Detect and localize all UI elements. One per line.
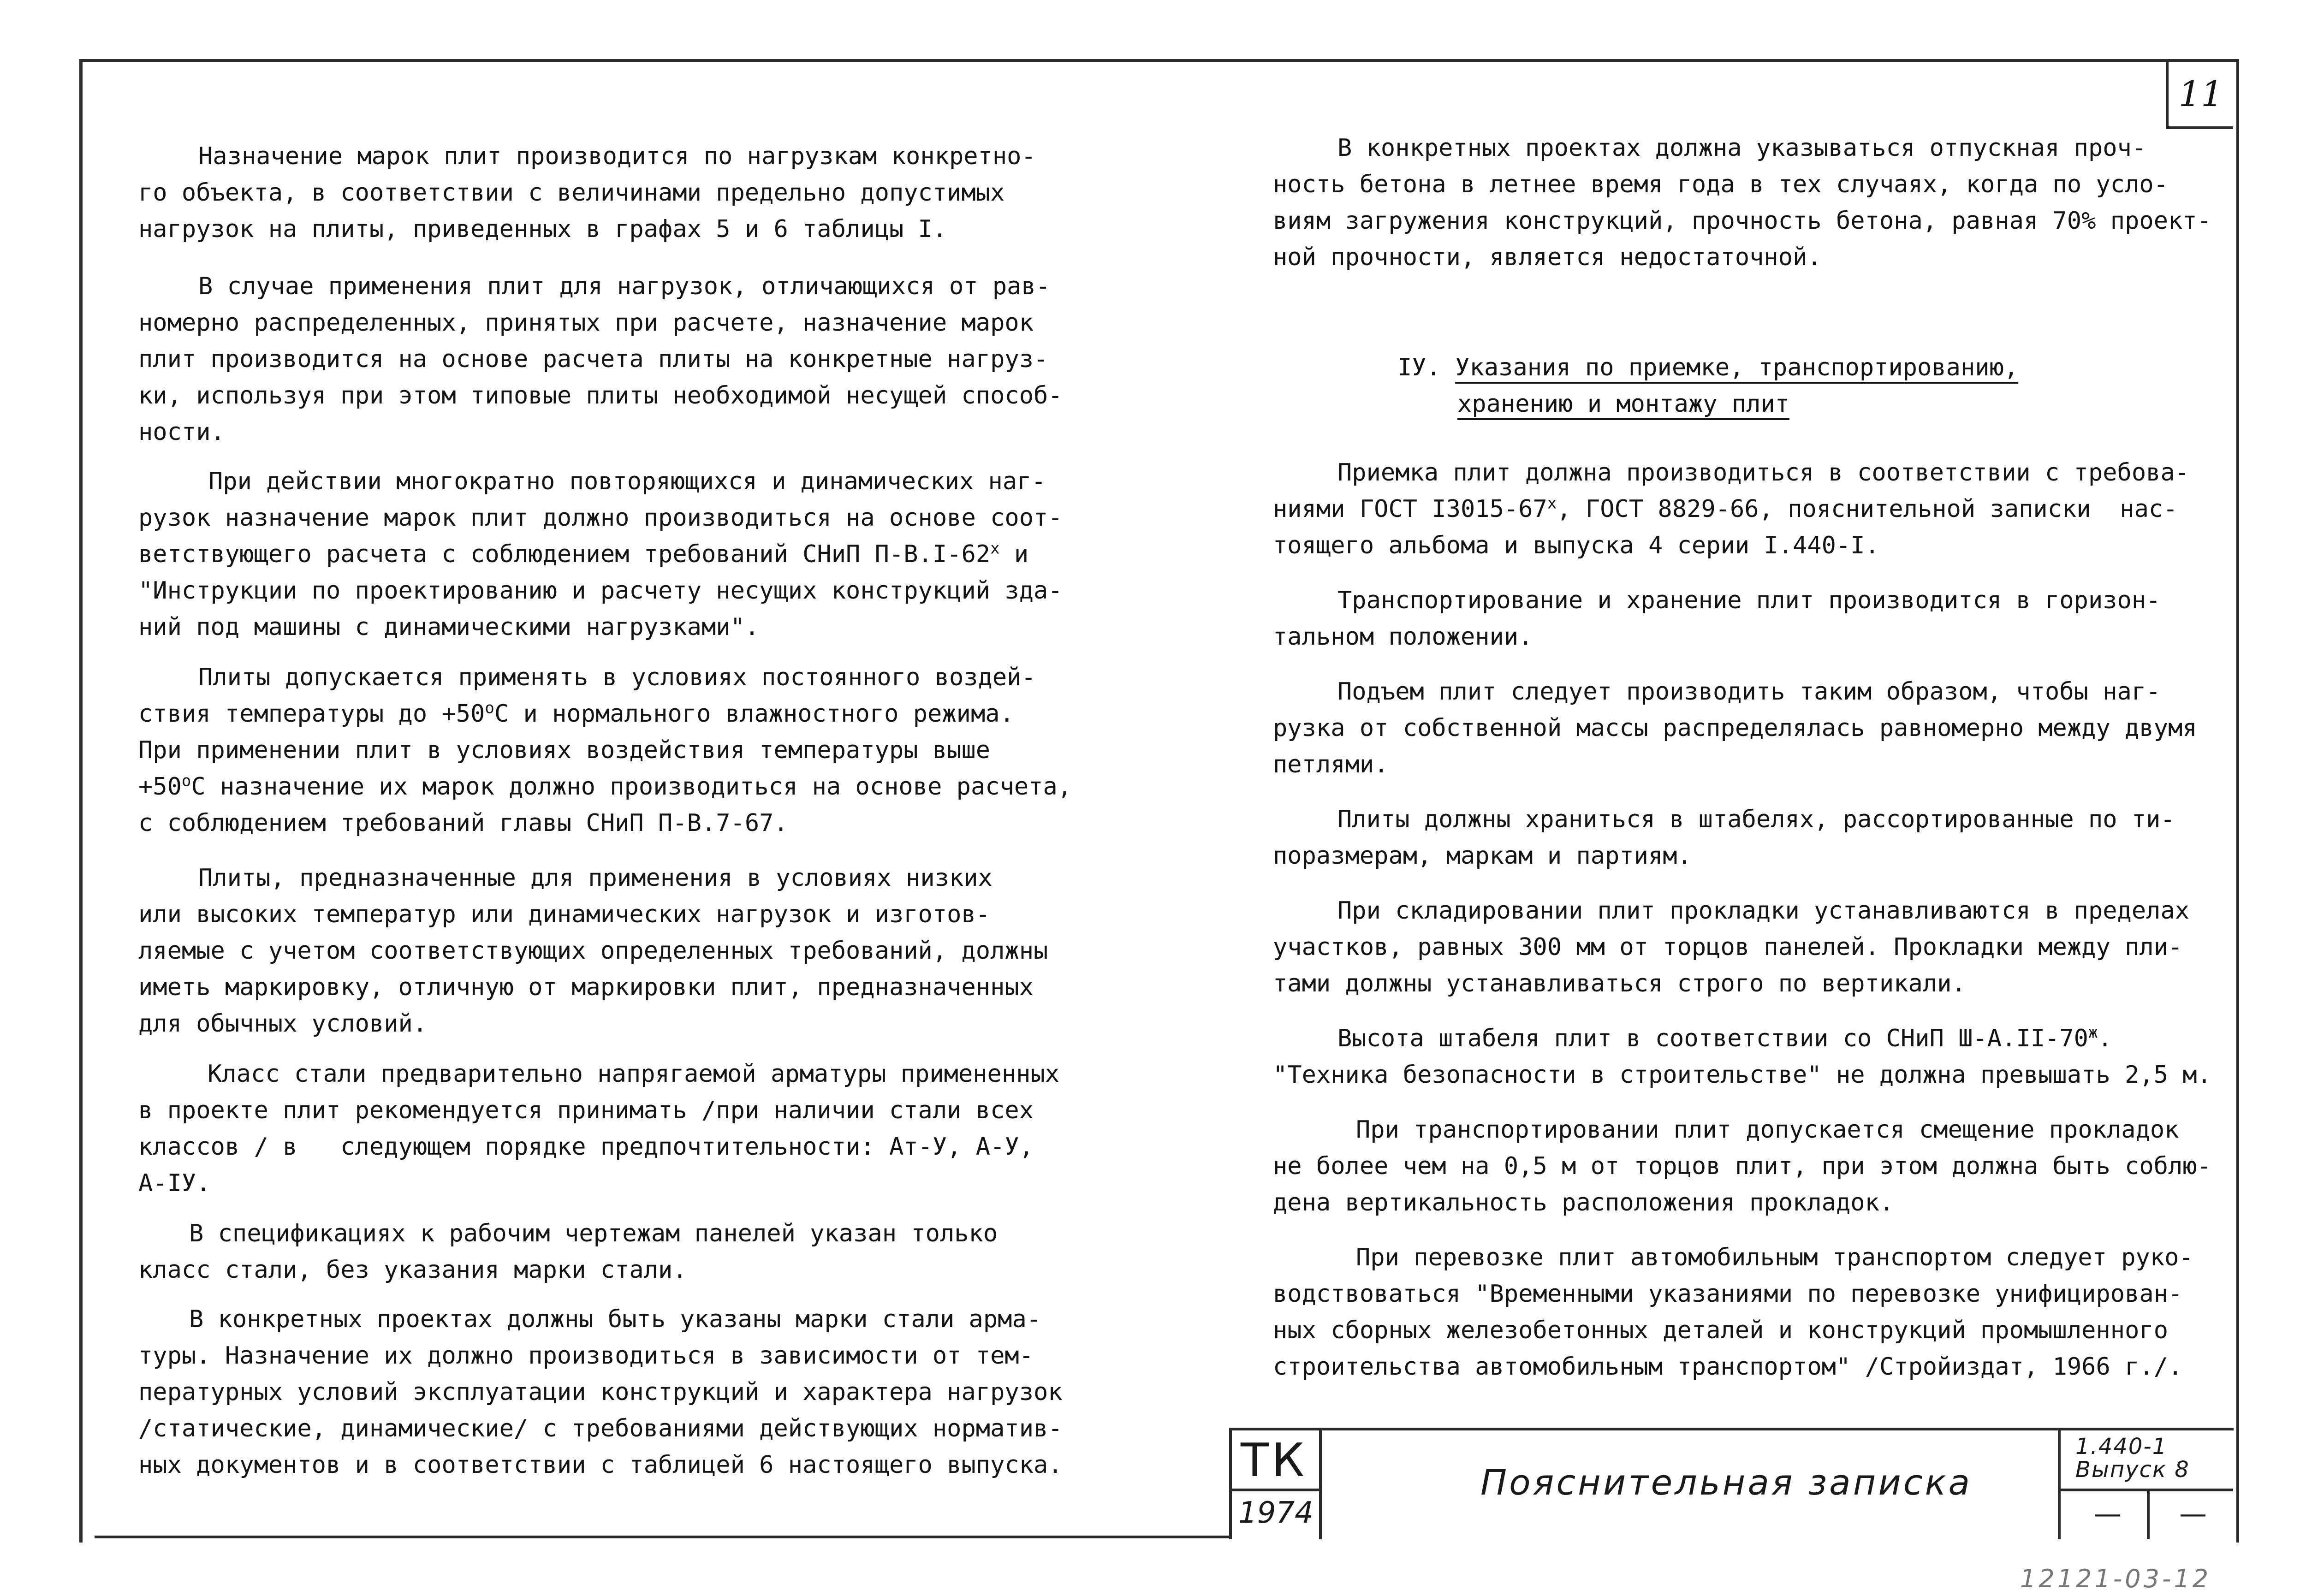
- text-line: В случае применения плит для нагрузок, отличающихся от рав-: [198, 273, 1051, 300]
- sheet-cell: —: [2094, 1498, 2122, 1530]
- title-block-divider: [2058, 1489, 2233, 1491]
- text-line: ний под машины с динамическими нагрузками".: [138, 613, 760, 641]
- text-line: В спецификациях к рабочим чертежам панелей указан только: [189, 1220, 998, 1247]
- text-line: ной прочности, является недостаточной.: [1273, 243, 1822, 271]
- text-line: В конкретных проектах должны быть указаны марки стали арма-: [189, 1305, 1041, 1333]
- text-line: ветствующего расчета с соблюдением требований СНиП $П-В.I-62^х$ и: [138, 539, 1029, 568]
- text-line: или высоких температур или динамических нагрузок и изготов-: [138, 901, 991, 928]
- text-line: Плиты допускается применять в условиях постоянного воздей-: [198, 664, 1036, 691]
- text-line: При действии многократно повторяющихся и динамических наг-: [208, 468, 1046, 495]
- text-line: Приемка плит должна производиться в соответствии с требова-: [1337, 459, 2190, 487]
- text-line: При перевозке плит автомобильным транспортом следует руко-: [1356, 1244, 2193, 1271]
- right-column: [1273, 130, 2211, 1385]
- series-info: [2075, 1435, 2190, 1481]
- text-line: не более чем на 0,5 м от торцов плит, при этом должна быть соблю-: [1273, 1152, 2211, 1180]
- text-line: Подъем плит следует производить таким образом, чтобы наг-: [1337, 678, 2161, 706]
- footer-code: 12121-03-12: [2020, 1564, 2211, 1593]
- text-line: ных документов и в соответствии с таблицей 6 настоящего выпуска.: [138, 1451, 1063, 1479]
- text-line: класс стали, без указания марки стали.: [138, 1256, 687, 1284]
- text-line: Назначение марок плит производится по нагрузкам конкретно-: [198, 142, 1036, 170]
- text-line: тальном положении.: [1273, 623, 1533, 651]
- text-line: При транспортировании плит допускается смещение прокладок: [1356, 1116, 2179, 1144]
- text-line: ствия температуры до $+50^оС$ и нормального влажностного режима.: [138, 699, 1014, 728]
- title-block-divider: [1229, 1489, 1320, 1491]
- text-line: для обычных условий.: [138, 1010, 428, 1038]
- text-line: Высота штабеля плит в соответствии со СНиП $Ш-А.II-70^ж$.: [1337, 1023, 2112, 1052]
- text-line: строительства автомобильным транспортом" /Стройиздат, 1966 г./.: [1273, 1353, 2183, 1381]
- text-line: дена вертикальность расположения прокладок.: [1273, 1189, 1894, 1216]
- text-line: рузка от собственной массы распределялась равномерно между двумя: [1273, 714, 2197, 742]
- text-line: "Техника безопасности в строительстве" не должна превышать 2,5 м.: [1273, 1061, 2211, 1089]
- text-line: в проекте плит рекомендуется принимать /при наличии стали всех: [138, 1097, 1034, 1124]
- title-block-divider: [1319, 1428, 1322, 1539]
- text-line: /статические, динамические/ с требованиями действующих норматив-: [138, 1415, 1063, 1442]
- org-code: ТК: [1241, 1433, 1308, 1487]
- text-line: го объекта, в соответствии с величинами предельно допустимых: [138, 179, 1005, 207]
- text-line: Плиты должны храниться в штабелях, рассортированные по ти-: [1337, 806, 2175, 833]
- section-heading: IУ. Указания по приемке, транспортированию,: [1397, 354, 2019, 381]
- title-block-divider: [2147, 1490, 2150, 1539]
- text-line: иметь маркировку, отличную от маркировки плит, предназначенных: [138, 973, 1034, 1001]
- text-line: водствоваться "Временными указаниями по перевозке унифицирован-: [1273, 1280, 2183, 1308]
- text-line: ных сборных железобетонных деталей и конструкций промышленного: [1273, 1317, 2169, 1344]
- text-line: нагрузок на плиты, приведенных в графах 5 и 6 таблицы I.: [138, 215, 947, 243]
- document-title: Пояснительная записка: [1480, 1462, 1973, 1503]
- text-line: номерно распределенных, принятых при расчете, назначение марок: [138, 309, 1034, 337]
- text-line: При применении плит в условиях воздействия температуры выше: [138, 736, 991, 764]
- text-line: "Инструкции по проектированию и расчету несущих конструкций зда-: [138, 577, 1063, 605]
- title-block-divider: [2058, 1428, 2061, 1539]
- text-line: тоящего альбома и выпуска 4 серии I.440-I.: [1273, 532, 1879, 559]
- left-column: [138, 138, 1072, 1483]
- sheet-cell: —: [2179, 1498, 2207, 1530]
- text-line: Класс стали предварительно напрягаемой арматуры примененных: [208, 1060, 1060, 1088]
- text-line: тами должны устанавливаться строго по вертикали.: [1273, 970, 1966, 997]
- page-number: 11: [2166, 61, 2233, 129]
- text-line: пературных условий эксплуатации конструкций и характера нагрузок: [138, 1378, 1063, 1406]
- series-number: 1.440-1: [2075, 1434, 2168, 1460]
- text-line: туры. Назначение их должно производиться в зависимости от тем-: [138, 1342, 1034, 1370]
- section-heading-line2: хранению и монтажу плит: [1457, 390, 1790, 418]
- year: 1974: [1238, 1496, 1313, 1530]
- text-line: участков, равных 300 мм от торцов панелей. Прокладки между пли-: [1273, 933, 2183, 961]
- text-line: петлями.: [1273, 751, 1389, 778]
- text-line: При складировании плит прокладки устанавливаются в пределах: [1337, 897, 2190, 925]
- text-line: ляемые с учетом соответствующих определенных требований, должны: [138, 937, 1048, 965]
- text-line: А-IУ.: [138, 1169, 211, 1197]
- text-line: ность бетона в летнее время года в тех случаях, когда по усло-: [1273, 171, 2169, 198]
- text-line: виям загружения конструкций, прочность бетона, равная 70% проект-: [1273, 207, 2211, 235]
- text-line: $+50^оС$ назначение их марок должно производиться на основе расчета,: [138, 771, 1072, 801]
- text-line: классов / в следующем порядке предпочтительности: Ат-У, А-У,: [138, 1133, 1034, 1161]
- text-line: В конкретных проектах должна указываться отпускная проч-: [1337, 134, 2146, 162]
- text-line: ниями ГОСТ $I3015-67^х$, ГОСТ 8829-66, пояснительной записки нас-: [1273, 494, 2178, 523]
- text-line: с соблюдением требований главы СНиП П-В.7-67.: [138, 809, 788, 837]
- text-line: ности.: [138, 418, 225, 446]
- text-line: ки, используя при этом типовые плиты необходимой несущей способ-: [138, 382, 1063, 409]
- text-line: Плиты, предназначенные для применения в условиях низких: [198, 864, 993, 892]
- issue-number: Выпуск 8: [2075, 1457, 2190, 1483]
- text-line: плит производится на основе расчета плиты на конкретные нагруз-: [138, 345, 1048, 373]
- text-line: Транспортирование и хранение плит производится в горизон-: [1337, 587, 2161, 614]
- text-line: рузок назначение марок плит должно производиться на основе соот-: [138, 504, 1063, 532]
- frame-bottom-line: [95, 1536, 1229, 1538]
- text-line: поразмерам, маркам и партиям.: [1273, 842, 1692, 870]
